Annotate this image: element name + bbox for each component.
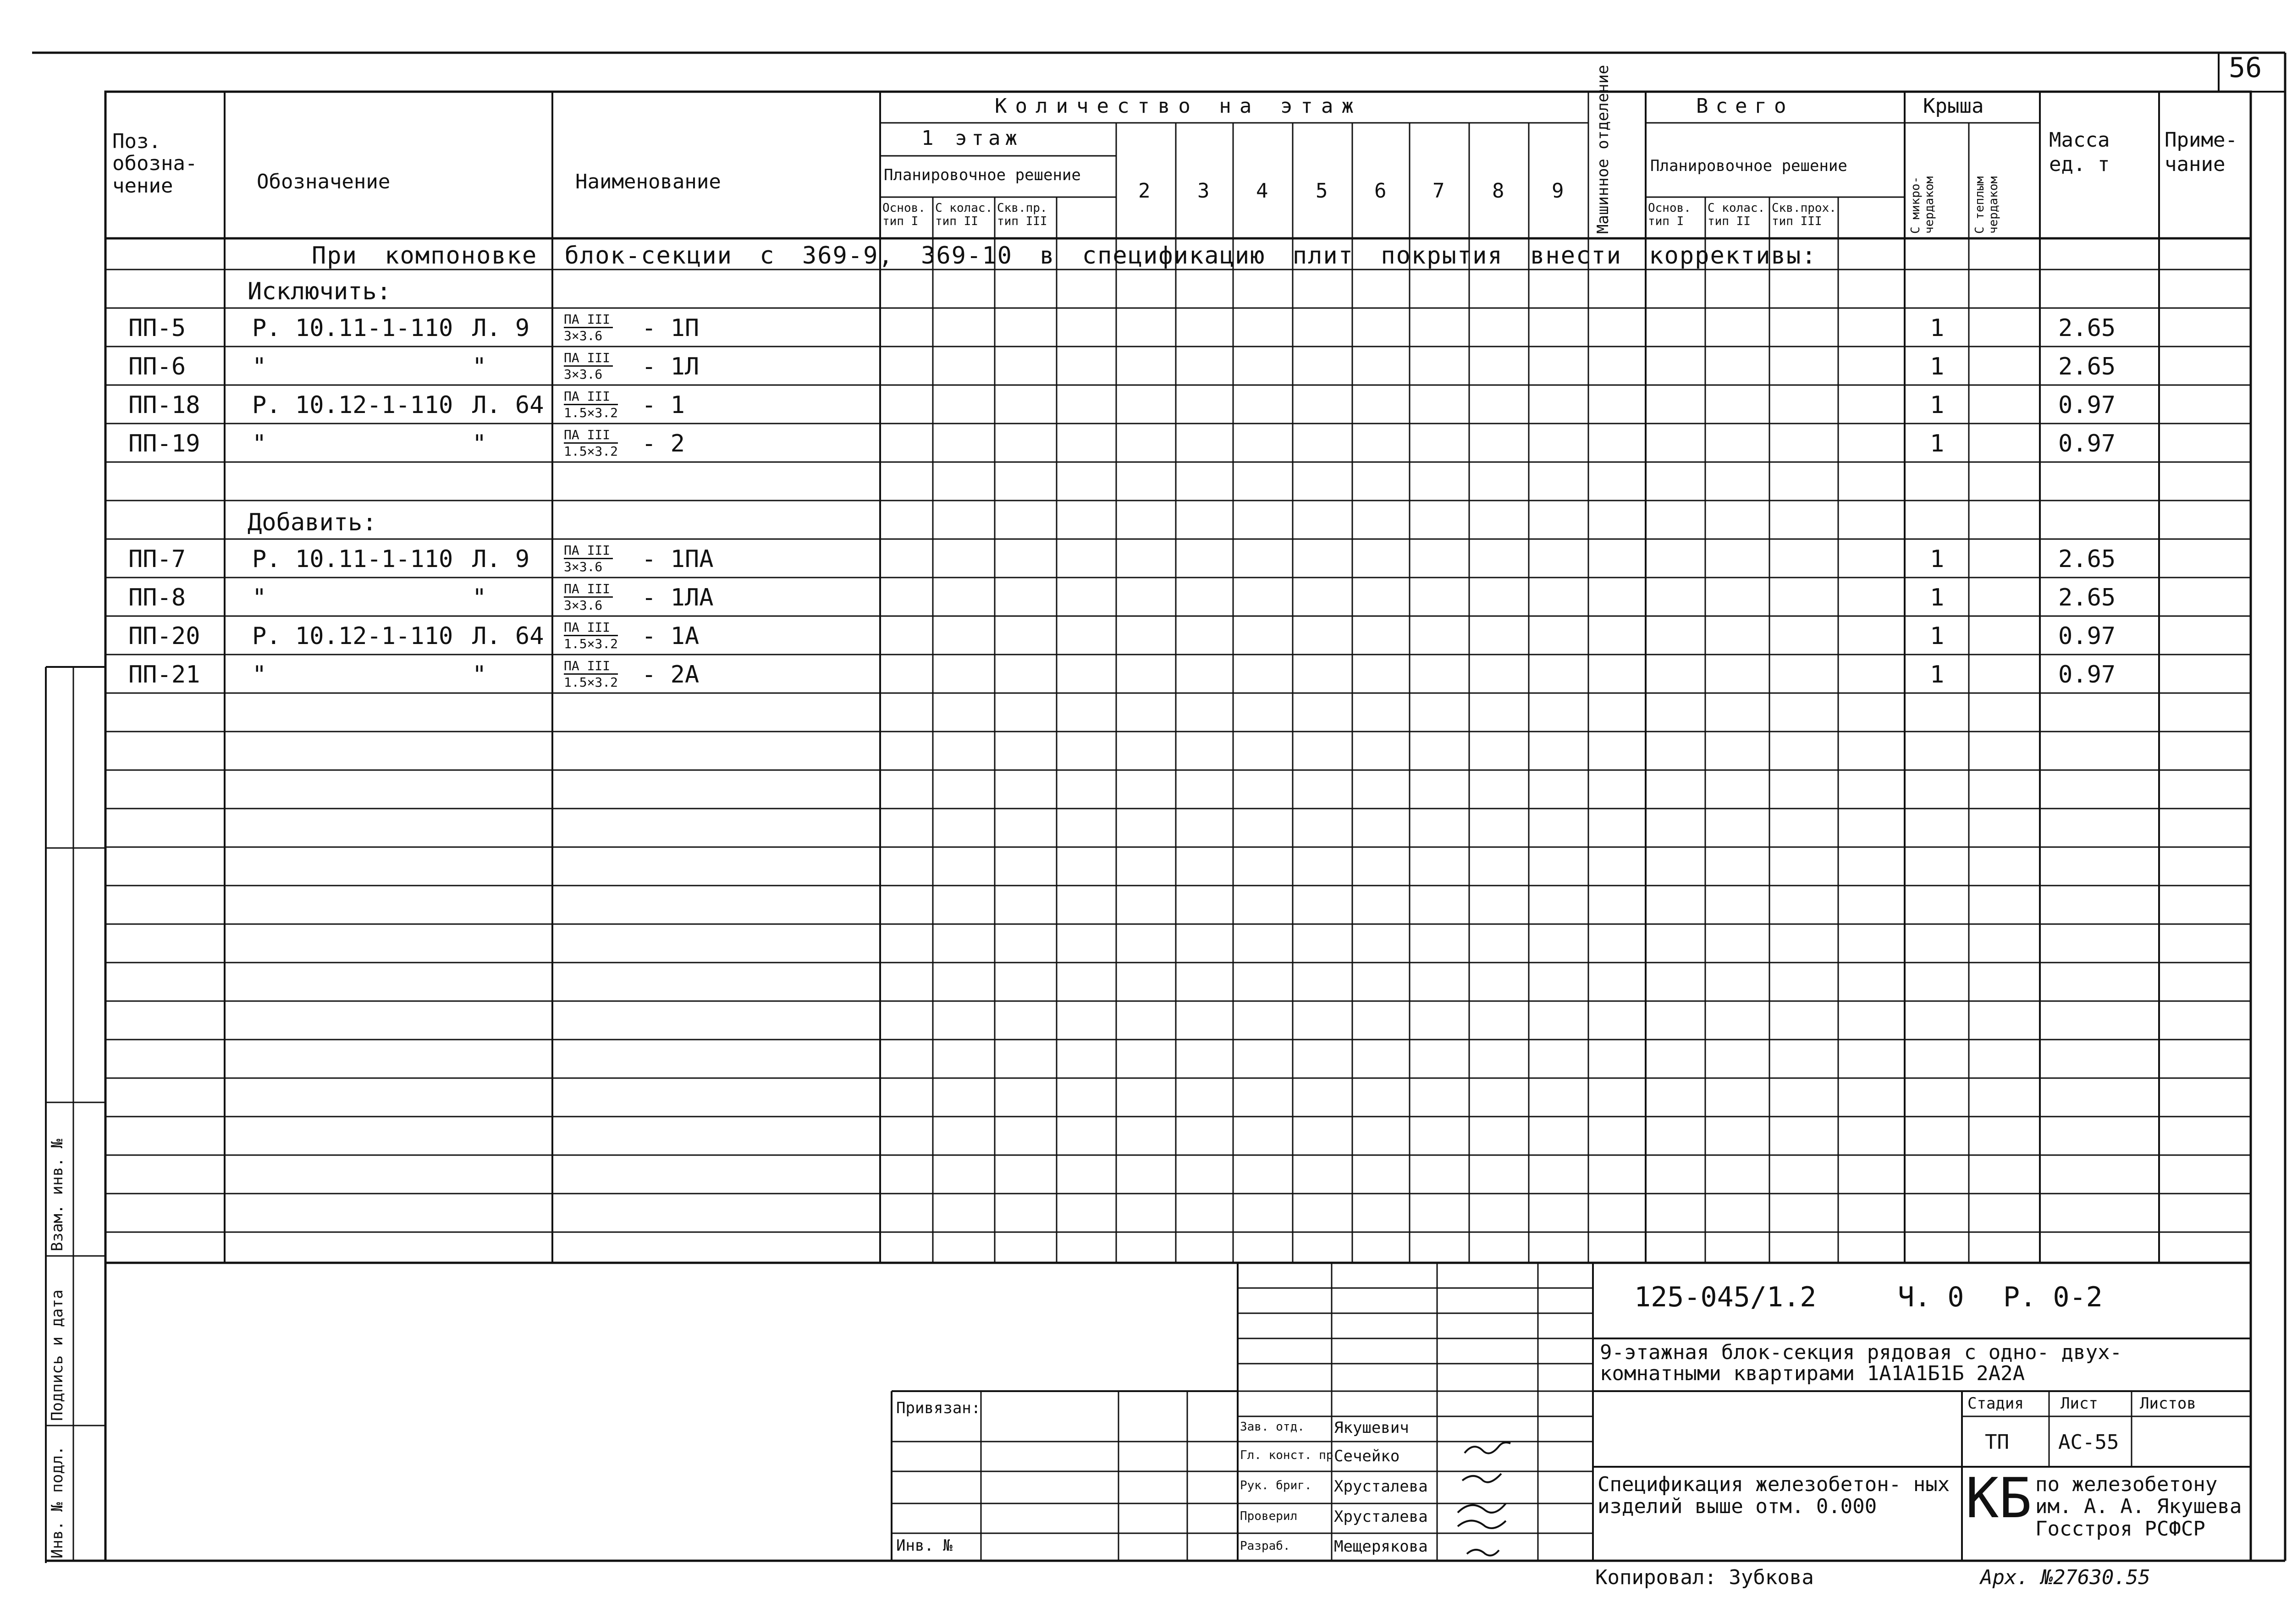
row-roof-qty: 1 xyxy=(1930,430,1945,457)
row-roof-qty: 1 xyxy=(1930,353,1945,380)
row-mass: 0.97 xyxy=(2058,430,2116,457)
row-mass: 2.65 xyxy=(2058,353,2116,380)
row-sheet: Л. 9 xyxy=(472,545,530,573)
row-designation: Р. 10.12-1-110 xyxy=(252,622,453,650)
row-name-suffix: - 2А xyxy=(642,661,700,688)
header-floor1: 1 этаж xyxy=(921,127,1022,150)
row-name-suffix: - 2 xyxy=(642,430,685,457)
exclude-label: Исключить: xyxy=(248,278,391,305)
header-total-corner: С колас. тип II xyxy=(1708,201,1765,228)
header-floor-6: 6 xyxy=(1374,179,1387,203)
tb-sheet-label: Лист xyxy=(2061,1394,2098,1413)
row-name-top: ПА III xyxy=(564,544,613,559)
row-name-suffix: - 1П xyxy=(642,314,700,342)
tb-role-4: Проверил xyxy=(1240,1509,1298,1523)
header-floor-9: 9 xyxy=(1552,179,1564,203)
section-note: При компоновке блок-секции с 369-9, 369-10 в спецификацию плит покрытия внести коррективы: xyxy=(312,242,1817,270)
header-pos: Поз. обозна- чение xyxy=(112,130,198,198)
row-name-top: ПА III xyxy=(564,351,613,367)
row-name-suffix: - 1 xyxy=(642,391,685,419)
tb-title: 9-этажная блок-секция рядовая с одно- двух- комнатными квартирами 1А1А1Б1Б 2А2А xyxy=(1600,1341,2122,1386)
tb-copied: Копировал: Зубкова xyxy=(1595,1566,1814,1589)
row-pos: ПП-18 xyxy=(128,391,200,419)
row-name-fraction xyxy=(564,351,613,381)
tb-drawing-name: Спецификация железобетон- ных изделий выше отм. 0.000 xyxy=(1598,1473,1950,1519)
header-total: Всего xyxy=(1696,94,1794,118)
row-roof-qty: 1 xyxy=(1930,545,1945,573)
tb-person-2: Сечейко xyxy=(1334,1447,1400,1465)
row-designation: " xyxy=(252,353,267,380)
row-name-top: ПА III xyxy=(564,390,618,405)
row-name-bottom: 1.5×3.2 xyxy=(564,636,618,652)
row-name-bottom: 3×3.6 xyxy=(564,559,603,575)
row-name-bottom: 3×3.6 xyxy=(564,598,603,613)
tb-sheets-label: Листов xyxy=(2140,1394,2196,1413)
header-roof-micro: С микро- чердаком xyxy=(1909,176,1936,234)
row-designation: " xyxy=(252,584,267,611)
row-sheet: Л. 64 xyxy=(472,622,544,650)
header-floor-8: 8 xyxy=(1492,179,1504,203)
tb-inv: Инв. № xyxy=(896,1536,953,1555)
row-pos: ПП-5 xyxy=(128,314,186,342)
row-name-suffix: - 1ЛА xyxy=(642,584,714,611)
tb-person-1: Якушевич xyxy=(1334,1419,1409,1437)
row-pos: ПП-21 xyxy=(128,661,200,688)
row-sheet: " xyxy=(472,584,487,611)
header-total-skv: Скв.прох. тип III xyxy=(1772,201,1836,228)
row-name-bottom: 3×3.6 xyxy=(564,328,603,344)
tb-linked: Привязан: xyxy=(896,1399,981,1417)
row-designation: Р. 10.11-1-110 xyxy=(252,314,453,342)
tb-stage-label: Стадия xyxy=(1967,1394,2024,1413)
row-name-bottom: 1.5×3.2 xyxy=(564,405,618,421)
row-name-top: ПА III xyxy=(564,582,613,598)
row-sheet: " xyxy=(472,430,487,457)
row-sheet: " xyxy=(472,661,487,688)
header-floor-3: 3 xyxy=(1197,179,1210,203)
row-designation: Р. 10.12-1-110 xyxy=(252,391,453,419)
header-mass: Масса ед. т xyxy=(2049,128,2110,176)
row-sheet: Л. 9 xyxy=(472,314,530,342)
header-machine: Машинное отделение xyxy=(1594,65,1612,234)
row-mass: 2.65 xyxy=(2058,545,2116,573)
header-floor-5: 5 xyxy=(1316,179,1328,203)
row-name-bottom: 1.5×3.2 xyxy=(564,675,618,690)
tb-archive: Арх. №27630.55 xyxy=(1980,1566,2150,1589)
header-roof: Крыша xyxy=(1923,94,1984,118)
tb-person-5: Мещерякова xyxy=(1334,1537,1428,1556)
row-roof-qty: 1 xyxy=(1930,661,1945,688)
row-pos: ПП-8 xyxy=(128,584,186,611)
row-name-top: ПА III xyxy=(564,428,618,444)
row-sheet: " xyxy=(472,353,487,380)
row-designation: Р. 10.11-1-110 xyxy=(252,545,453,573)
header-plan-solution: Планировочное решение xyxy=(884,166,1081,184)
row-name-fraction xyxy=(564,390,618,420)
tb-part: Ч. 0 xyxy=(1898,1281,1964,1313)
row-name-top: ПА III xyxy=(564,313,613,328)
row-name-suffix: - 1ПА xyxy=(642,545,714,573)
tb-role-1: Зав. отд. xyxy=(1240,1420,1305,1434)
header-name: Наименование xyxy=(575,170,721,193)
row-mass: 0.97 xyxy=(2058,391,2116,419)
header-qty-title: Количество на этаж xyxy=(995,94,1362,118)
row-name-bottom: 1.5×3.2 xyxy=(564,444,618,459)
tb-org-mark: КБ xyxy=(1966,1467,2032,1530)
tb-section: Р. 0-2 xyxy=(2003,1281,2103,1313)
row-pos: ПП-7 xyxy=(128,545,186,573)
row-name-top: ПА III xyxy=(564,621,618,636)
header-note: Приме- чание xyxy=(2165,128,2237,176)
row-roof-qty: 1 xyxy=(1930,391,1945,419)
row-pos: ПП-19 xyxy=(128,430,200,457)
header-floor-2: 2 xyxy=(1138,179,1151,203)
header-roof-warm: С теплым чердаком xyxy=(1973,176,2000,234)
row-name-fraction xyxy=(564,313,613,343)
tb-person-3: Хрусталева xyxy=(1334,1477,1428,1496)
row-name-fraction xyxy=(564,621,618,651)
tb-person-4: Хрусталева xyxy=(1334,1508,1428,1526)
row-designation: " xyxy=(252,430,267,457)
row-mass: 0.97 xyxy=(2058,661,2116,688)
header-total-plan: Планировочное решение xyxy=(1650,157,1847,175)
row-roof-qty: 1 xyxy=(1930,314,1945,342)
tb-role-3: Рук. бриг. xyxy=(1240,1479,1312,1492)
tb-org: по железобетону им. А. А. Якушева Госстроя РСФСР xyxy=(2035,1473,2242,1541)
side-sign-date: Подпись и дата xyxy=(48,1289,66,1421)
header-total-basic: Основ. тип I xyxy=(1648,201,1691,228)
tb-role-5: Разраб. xyxy=(1240,1539,1290,1553)
row-name-fraction xyxy=(564,582,613,612)
row-roof-qty: 1 xyxy=(1930,622,1945,650)
row-mass: 2.65 xyxy=(2058,584,2116,611)
row-pos: ПП-6 xyxy=(128,353,186,380)
side-inv-orig: Инв. № подл. xyxy=(48,1446,66,1558)
header-skv: Скв.пр. тип III xyxy=(997,201,1047,228)
header-designation: Обозначение xyxy=(257,170,391,193)
header-floor-4: 4 xyxy=(1256,179,1268,203)
header-corner: С колас. тип II xyxy=(935,201,993,228)
tb-stage: ТП xyxy=(1985,1431,2009,1454)
side-replace-inv: Взам. инв. № xyxy=(48,1139,66,1251)
row-sheet: Л. 64 xyxy=(472,391,544,419)
row-name-fraction xyxy=(564,659,618,689)
header-basic: Основ. тип I xyxy=(882,201,926,228)
row-roof-qty: 1 xyxy=(1930,584,1945,611)
row-name-fraction xyxy=(564,544,613,574)
row-designation: " xyxy=(252,661,267,688)
tb-role-2: Гл. конст. пр xyxy=(1240,1448,1333,1462)
row-pos: ПП-20 xyxy=(128,622,200,650)
tb-sheet: АС-55 xyxy=(2058,1431,2119,1454)
row-name-suffix: - 1А xyxy=(642,622,700,650)
sheet-number: 56 xyxy=(2229,52,2262,84)
tb-code: 125-045/1.2 xyxy=(1634,1281,1817,1313)
row-mass: 2.65 xyxy=(2058,314,2116,342)
row-name-top: ПА III xyxy=(564,659,618,675)
row-name-fraction xyxy=(564,428,618,458)
row-name-suffix: - 1Л xyxy=(642,353,700,380)
add-label: Добавить: xyxy=(248,509,377,536)
row-name-bottom: 3×3.6 xyxy=(564,367,603,382)
row-mass: 0.97 xyxy=(2058,622,2116,650)
header-floor-7: 7 xyxy=(1432,179,1445,203)
